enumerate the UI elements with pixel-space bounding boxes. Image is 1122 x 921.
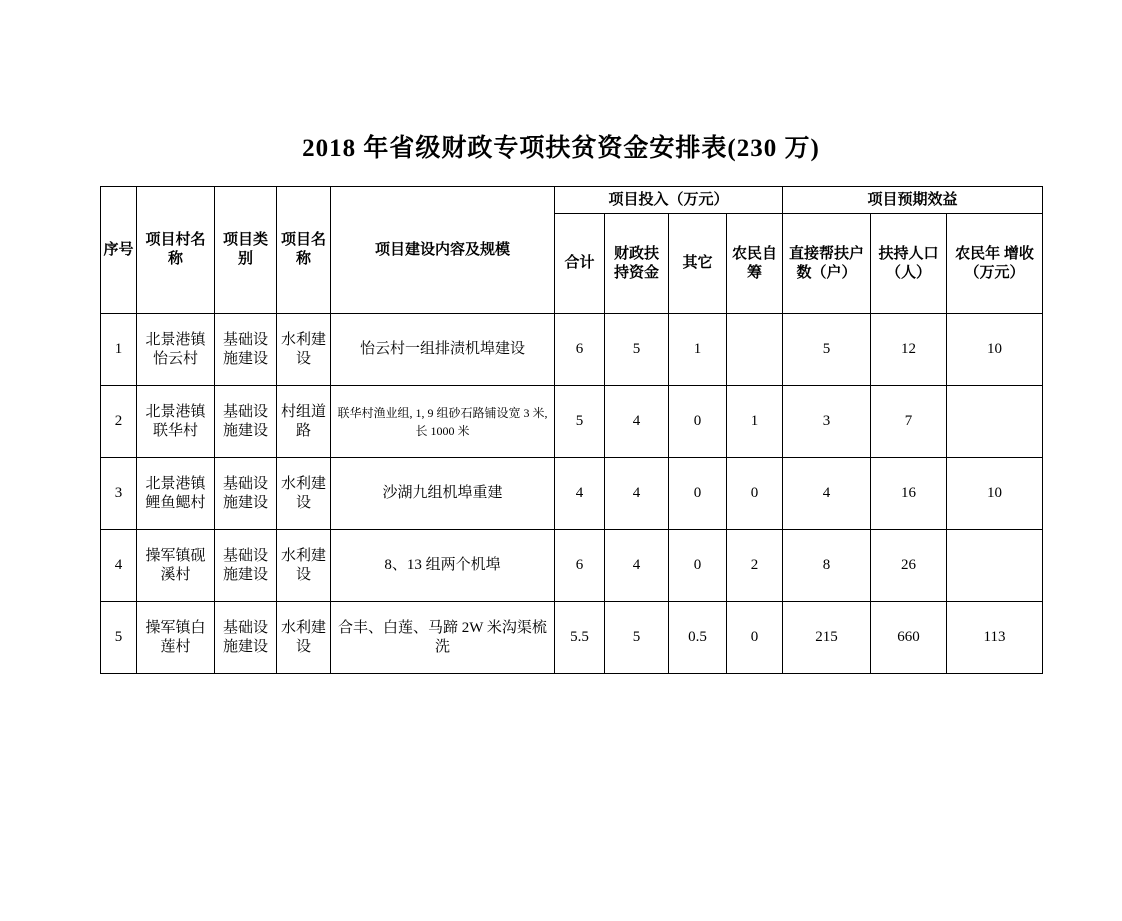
cell-other: 0 [669, 458, 727, 530]
cell-people: 660 [871, 602, 947, 674]
cell-name: 水利建设 [277, 530, 331, 602]
table-row [101, 458, 1043, 530]
cell-other: 0 [669, 386, 727, 458]
cell-content: 合丰、白莲、马蹄 2W 米沟渠梳洗 [331, 602, 555, 674]
cell-self: 0 [727, 458, 783, 530]
cell-seq: 2 [101, 386, 137, 458]
funding-table [100, 186, 1043, 674]
cell-total: 5.5 [555, 602, 605, 674]
cell-name: 水利建设 [277, 314, 331, 386]
cell-content: 8、13 组两个机埠 [331, 530, 555, 602]
column-header-households: 直接帮扶户数（户） [783, 214, 871, 314]
column-header-total: 合计 [555, 214, 605, 314]
cell-village: 北景港镇联华村 [137, 386, 215, 458]
column-header-other: 其它 [669, 214, 727, 314]
cell-people: 12 [871, 314, 947, 386]
cell-name: 村组道路 [277, 386, 331, 458]
cell-other: 0.5 [669, 602, 727, 674]
cell-other: 0 [669, 530, 727, 602]
cell-people: 26 [871, 530, 947, 602]
cell-self: 2 [727, 530, 783, 602]
table-row [101, 314, 1043, 386]
table-row [101, 386, 1043, 458]
cell-fiscal: 4 [605, 530, 669, 602]
column-header-type: 项目类别 [215, 187, 277, 314]
cell-fiscal: 5 [605, 314, 669, 386]
table-group-header-row [101, 187, 1043, 214]
cell-village: 北景港镇鲤鱼鳃村 [137, 458, 215, 530]
cell-income: 10 [947, 458, 1043, 530]
cell-type: 基础设施建设 [215, 602, 277, 674]
cell-income [947, 530, 1043, 602]
cell-other: 1 [669, 314, 727, 386]
column-header-name: 项目名称 [277, 187, 331, 314]
cell-type: 基础设施建设 [215, 386, 277, 458]
column-header-village: 项目村名称 [137, 187, 215, 314]
cell-households: 8 [783, 530, 871, 602]
cell-income [947, 386, 1043, 458]
table-body [101, 314, 1043, 674]
cell-fiscal: 4 [605, 458, 669, 530]
cell-village: 北景港镇怡云村 [137, 314, 215, 386]
cell-village: 操军镇白莲村 [137, 602, 215, 674]
cell-fiscal: 4 [605, 386, 669, 458]
table-row [101, 602, 1043, 674]
group-header-investment: 项目投入（万元） [555, 187, 783, 214]
cell-fiscal: 5 [605, 602, 669, 674]
cell-content: 联华村渔业组, 1, 9 组砂石路铺设宽 3 米, 长 1000 米 [331, 386, 555, 458]
cell-total: 4 [555, 458, 605, 530]
column-header-content: 项目建设内容及规模 [331, 187, 555, 314]
cell-income: 10 [947, 314, 1043, 386]
cell-seq: 1 [101, 314, 137, 386]
cell-content: 沙湖九组机埠重建 [331, 458, 555, 530]
table-header [101, 187, 1043, 314]
cell-seq: 4 [101, 530, 137, 602]
cell-name: 水利建设 [277, 458, 331, 530]
cell-people: 16 [871, 458, 947, 530]
table-row [101, 530, 1043, 602]
column-header-people: 扶持人口（人） [871, 214, 947, 314]
cell-seq: 5 [101, 602, 137, 674]
cell-income: 113 [947, 602, 1043, 674]
cell-total: 6 [555, 314, 605, 386]
funding-table-container [100, 186, 1034, 674]
cell-type: 基础设施建设 [215, 314, 277, 386]
page-title: 2018 年省级财政专项扶贫资金安排表(230 万) [302, 135, 820, 162]
cell-households: 4 [783, 458, 871, 530]
column-header-self: 农民自筹 [727, 214, 783, 314]
cell-people: 7 [871, 386, 947, 458]
cell-self [727, 314, 783, 386]
cell-households: 3 [783, 386, 871, 458]
cell-content: 怡云村一组排渍机埠建设 [331, 314, 555, 386]
cell-type: 基础设施建设 [215, 530, 277, 602]
cell-self: 0 [727, 602, 783, 674]
document-page [0, 128, 1122, 921]
cell-name: 水利建设 [277, 602, 331, 674]
cell-total: 6 [555, 530, 605, 602]
cell-village: 操军镇砚溪村 [137, 530, 215, 602]
column-header-income: 农民年 增收（万元） [947, 214, 1043, 314]
column-header-fiscal: 财政扶持资金 [605, 214, 669, 314]
cell-households: 215 [783, 602, 871, 674]
cell-type: 基础设施建设 [215, 458, 277, 530]
cell-total: 5 [555, 386, 605, 458]
group-header-benefit: 项目预期效益 [783, 187, 1043, 214]
cell-seq: 3 [101, 458, 137, 530]
cell-self: 1 [727, 386, 783, 458]
cell-households: 5 [783, 314, 871, 386]
column-header-seq: 序号 [101, 187, 137, 314]
